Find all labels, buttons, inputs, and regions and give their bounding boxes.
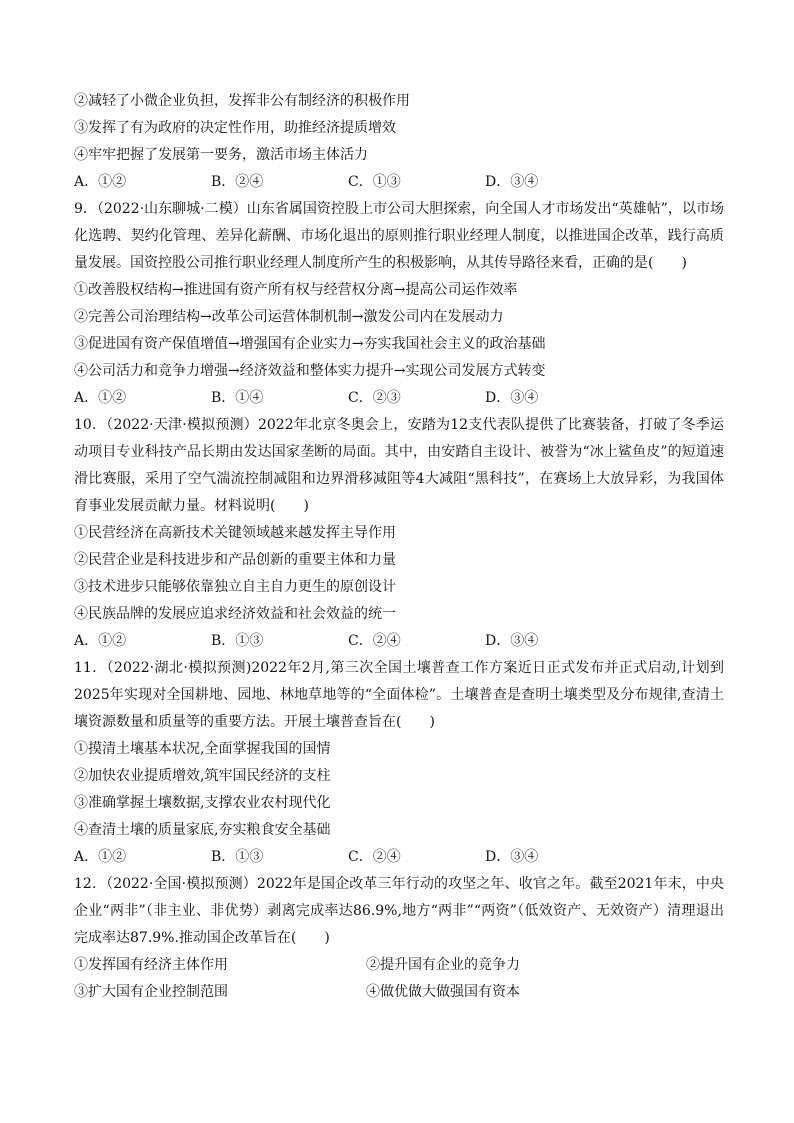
choice-a[interactable]: A．①②	[74, 390, 127, 406]
option-row	[74, 979, 724, 1006]
question-11	[74, 655, 724, 871]
choice-c[interactable]: C．②④	[348, 849, 401, 865]
option-item: ④牢牢把握了发展第一要务，激活市场主体活力	[74, 147, 368, 163]
choice-b[interactable]: B．②④	[211, 174, 264, 190]
answer-choices	[74, 844, 724, 871]
choice-a[interactable]: A．①②	[74, 174, 127, 190]
question-stem: 10．（2022·天津·模拟预测）2022年北京冬奥会上，安踏为12支代表队提供了比赛装备，打破了冬季运动项目专业科技产品长期由发达国家垄断的局面。其中，由安踏自主设计、被誉为“冰上鲨鱼皮”的短道速滑比赛服，采用了空气湍流控制减阻和边界滑移减阻等4大减阻“黑科技”，在赛场上大放异彩，为我国体育事业发展贡献力量。材料说明( )	[74, 417, 724, 514]
option-item: ②完善公司治理结构→改革公司运营体制机制→激发公司内在发展动力	[74, 309, 504, 325]
option-item: ①民营经济在高新技术关键领域越来越发挥主导作用	[74, 525, 396, 541]
option-item: ①发挥国有经济主体作用	[74, 957, 228, 973]
question-stem: 12．（2022·全国·模拟预测）2022年是国企改革三年行动的攻坚之年、收官之年。截至2021年末，中央企业“两非”（非主业、非优势）剥离完成率达86.9%,地方“两非”“两资”（低效资产、无效资产）清理退出完成率达87.9%.推动国企改革旨在( )	[74, 876, 724, 946]
choice-a[interactable]: A．①②	[74, 633, 127, 649]
choice-b[interactable]: B．①④	[211, 390, 264, 406]
option-item: ④公司活力和竞争力增强→经济效益和整体实力提升→实现公司发展方式转变	[74, 363, 546, 379]
choice-d[interactable]: D．③④	[485, 849, 539, 865]
choice-b[interactable]: B．①③	[211, 849, 264, 865]
option-item: ④做优做大做强国有资本	[366, 984, 520, 1000]
option-item: ②加快农业提质增效,筑牢国民经济的支柱	[74, 768, 331, 784]
option-item: ①摸清土壤基本状况,全面掌握我国的国情	[74, 741, 331, 757]
option-item: ④民族品牌的发展应追求经济效益和社会效益的统一	[74, 606, 396, 622]
option-item: ③扩大国有企业控制范围	[74, 984, 228, 1000]
question-stem: 11．（2022·湖北·模拟预测)2022年2月,第三次全国土壤普查工作方案近日正式发布并正式启动,计划到2025年实现对全国耕地、园地、林地草地等的“全面体检”。土壤普查是查明土壤类型及分布规律,查清土壤资源数量和质量等的重要方法。开展土壤普查旨在( )	[74, 660, 724, 730]
exam-page	[74, 88, 724, 1006]
option-item: ④查清土壤的质量家底,夯实粮食安全基础	[74, 822, 331, 838]
option-item: ③技术进步只能够依靠独立自主自力更生的原创设计	[74, 579, 396, 595]
option-item: ②民营企业是科技进步和产品创新的重要主体和力量	[74, 552, 396, 568]
question-10	[74, 412, 724, 655]
option-item: ③准确掌握土壤数据,支撑农业农村现代化	[74, 795, 331, 811]
question-stem: 9．（2022·山东聊城·二模）山东省属国资控股上市公司大胆探索，向全国人才市场发出“英雄帖”，以市场化选聘、契约化管理、差异化薪酬、市场化退出的原则推行职业经理人制度，以推进国企改革，践行高质量发展。国资控股公司推行职业经理人制度所产生的积极影响，从其传导路径来看，正确的是( )	[74, 201, 724, 271]
choice-b[interactable]: B．①③	[211, 633, 264, 649]
answer-choices	[74, 169, 724, 196]
choice-a[interactable]: A．①②	[74, 849, 127, 865]
question-12	[74, 871, 724, 1006]
question-9	[74, 196, 724, 412]
option-row	[74, 952, 724, 979]
option-item: ②提升国有企业的竞争力	[366, 957, 520, 973]
choice-c[interactable]: C．①③	[348, 174, 401, 190]
answer-choices	[74, 385, 724, 412]
choice-d[interactable]: D．③④	[485, 174, 539, 190]
question-8-continuation	[74, 88, 724, 196]
choice-c[interactable]: C．②③	[348, 390, 401, 406]
answer-choices	[74, 628, 724, 655]
option-item: ①改善股权结构→推进国有资产所有权与经营权分离→提高公司运作效率	[74, 282, 518, 298]
choice-c[interactable]: C．②④	[348, 633, 401, 649]
option-item: ②减轻了小微企业负担，发挥非公有制经济的积极作用	[74, 93, 410, 109]
option-item: ③促进国有资产保值增值→增强国有企业实力→夯实我国社会主义的政治基础	[74, 336, 546, 352]
choice-d[interactable]: D．③④	[485, 633, 539, 649]
choice-d[interactable]: D．③④	[485, 390, 539, 406]
option-item: ③发挥了有为政府的决定性作用，助推经济提质增效	[74, 120, 396, 136]
